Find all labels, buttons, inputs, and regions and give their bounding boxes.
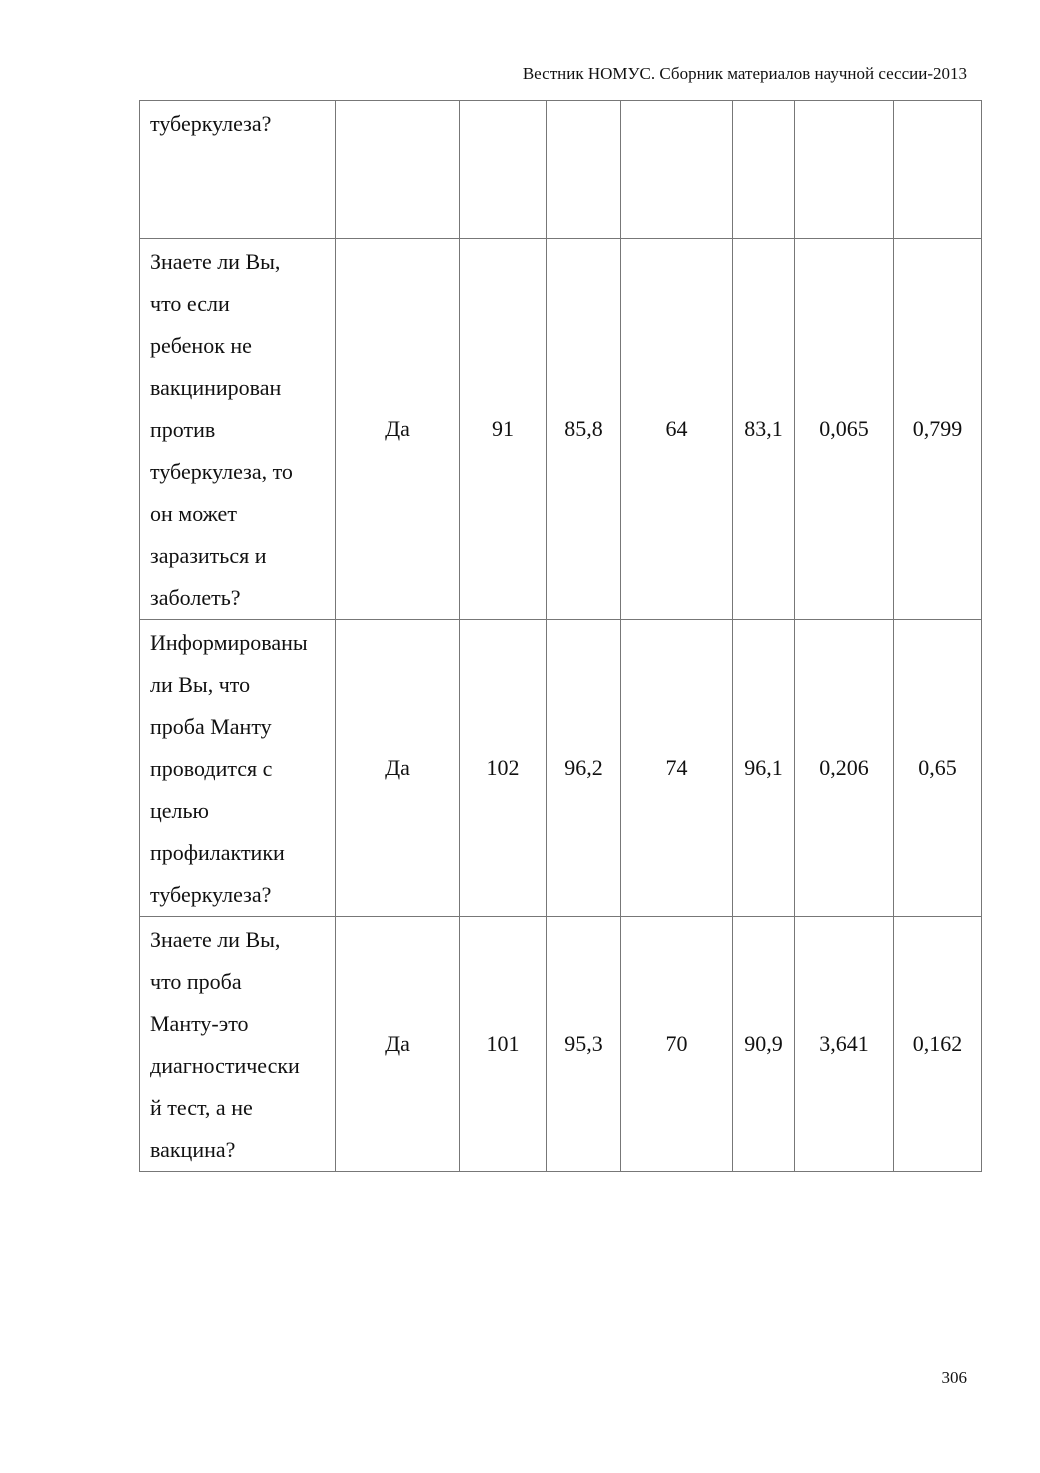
question-line: туберкулеза, то (150, 459, 293, 484)
question-line: вакцина? (150, 1137, 236, 1162)
value-cell: 0,162 (894, 917, 982, 1172)
value-cell (795, 101, 894, 239)
question-cell (140, 239, 336, 620)
value-cell (621, 101, 733, 239)
value-cell: 96,1 (733, 620, 795, 917)
value-cell (547, 101, 621, 239)
table-row (140, 620, 982, 917)
value-cell: 95,3 (547, 917, 621, 1172)
question-cell (140, 101, 336, 239)
value-cell (733, 101, 795, 239)
running-header: Вестник НОМУС. Сборник материалов научной сессии-2013 (522, 64, 967, 83)
question-line: туберкулеза? (150, 111, 272, 136)
table-row (140, 917, 982, 1172)
answer-cell: Да (336, 620, 460, 917)
table-row (140, 239, 982, 620)
question-line: Знаете ли Вы, (150, 249, 281, 274)
value-cell: 85,8 (547, 239, 621, 620)
question-cell (140, 917, 336, 1172)
question-line: заболеть? (150, 585, 241, 610)
question-line: заразиться и (150, 543, 267, 568)
value-cell: 70 (621, 917, 733, 1172)
question-line: что проба (150, 969, 242, 994)
value-cell: 101 (460, 917, 547, 1172)
question-line: целью (150, 798, 209, 823)
question-line: профилактики (150, 840, 285, 865)
question-line: туберкулеза? (150, 882, 272, 907)
value-cell: 96,2 (547, 620, 621, 917)
value-cell: 90,9 (733, 917, 795, 1172)
survey-results-table (139, 100, 982, 1172)
question-line: Информированы (150, 630, 308, 655)
question-line: проводится с (150, 756, 273, 781)
value-cell: 64 (621, 239, 733, 620)
question-line: Знаете ли Вы, (150, 927, 281, 952)
value-cell: 83,1 (733, 239, 795, 620)
value-cell (894, 101, 982, 239)
question-line: что если (150, 291, 230, 316)
question-line: ребенок не (150, 333, 252, 358)
answer-cell: Да (336, 917, 460, 1172)
value-cell: 0,799 (894, 239, 982, 620)
question-cell (140, 620, 336, 917)
question-line: диагностически (150, 1053, 300, 1078)
page-number: 306 (941, 1368, 967, 1387)
value-cell: 0,065 (795, 239, 894, 620)
value-cell: 0,206 (795, 620, 894, 917)
question-line: он может (150, 501, 237, 526)
value-cell (460, 101, 547, 239)
value-cell: 3,641 (795, 917, 894, 1172)
answer-cell: Да (336, 239, 460, 620)
value-cell: 0,65 (894, 620, 982, 917)
value-cell: 102 (460, 620, 547, 917)
question-line: Манту-это (150, 1011, 249, 1036)
question-line: проба Манту (150, 714, 272, 739)
answer-cell (336, 101, 460, 239)
question-line: против (150, 417, 216, 442)
question-line: ли Вы, что (150, 672, 251, 697)
question-line: й тест, а не (150, 1095, 253, 1120)
value-cell: 91 (460, 239, 547, 620)
question-line: вакцинирован (150, 375, 282, 400)
table-row (140, 101, 982, 239)
value-cell: 74 (621, 620, 733, 917)
